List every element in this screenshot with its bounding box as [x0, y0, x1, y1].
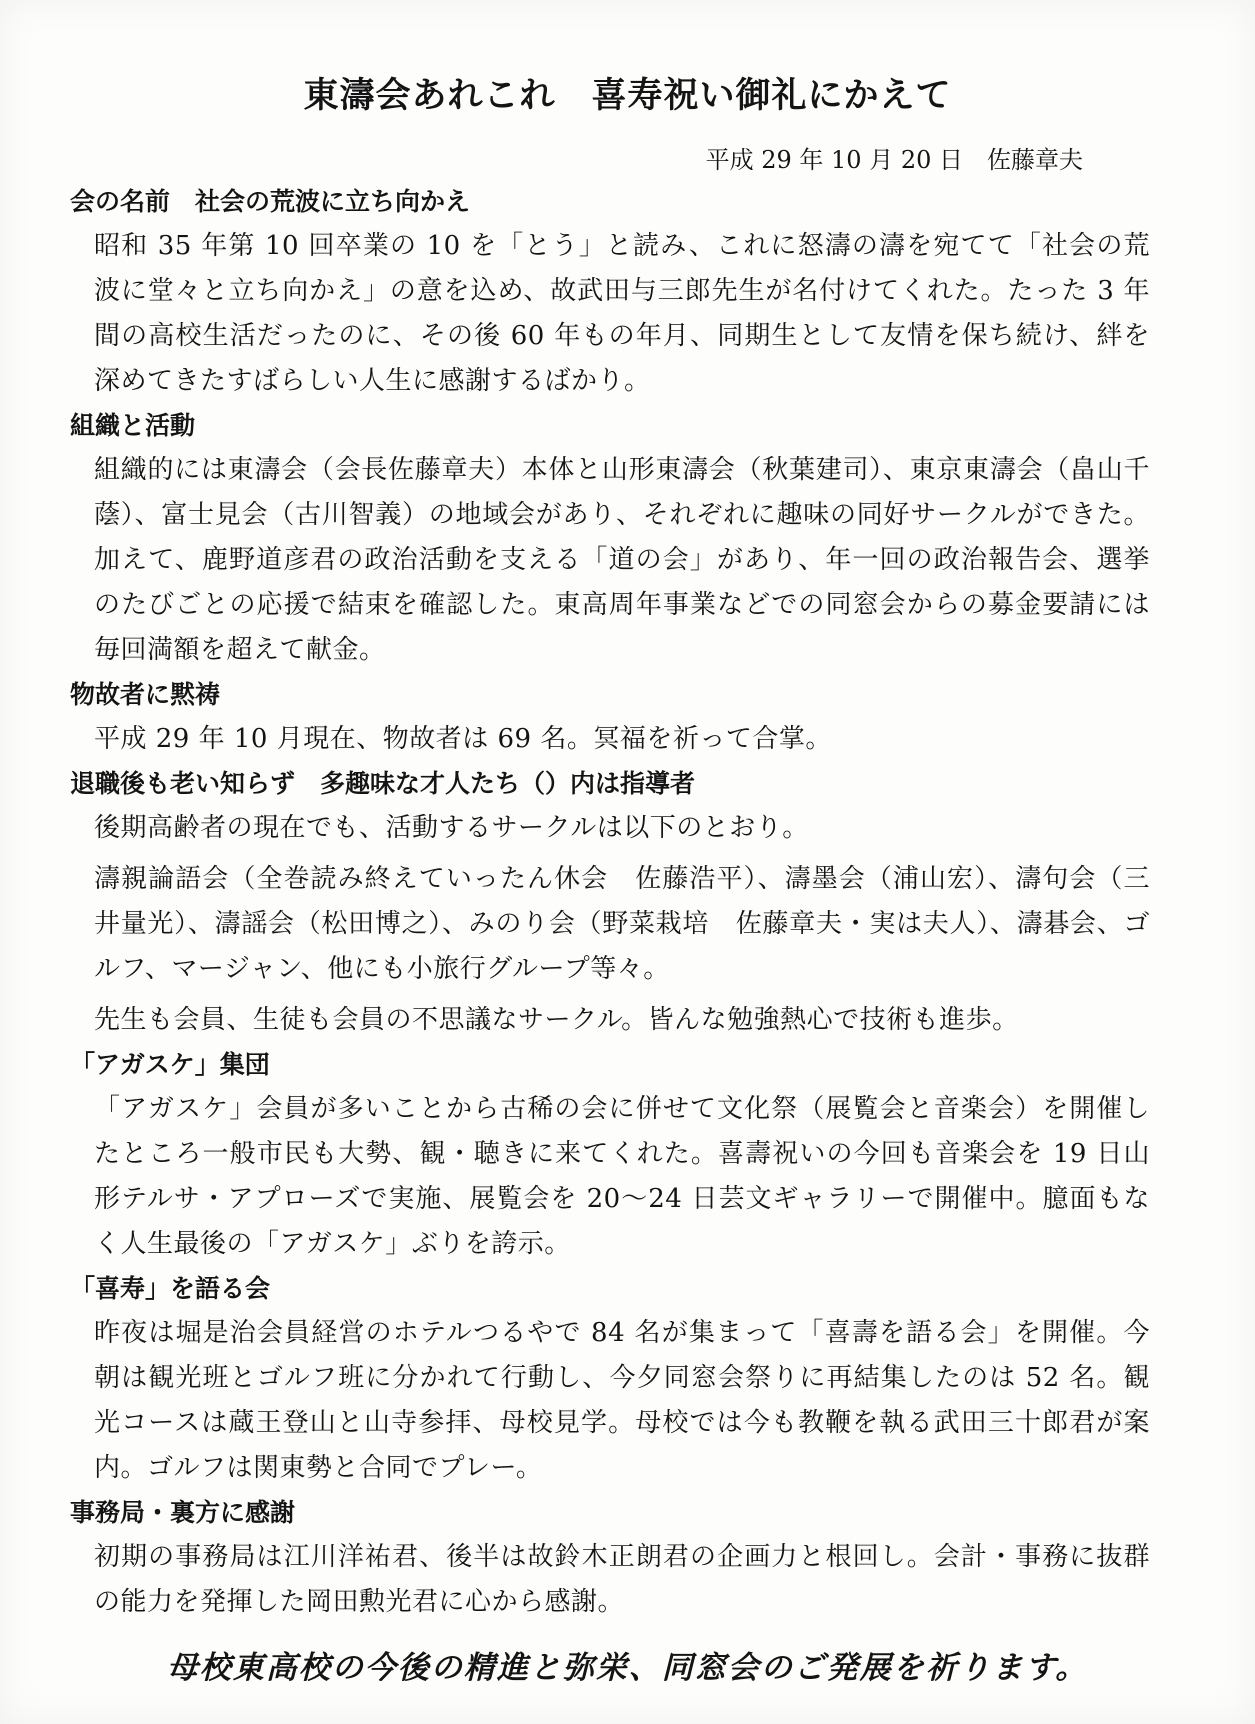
document-title: 東濤会あれこれ 喜寿祝い御礼にかえて [303, 76, 952, 116]
closing-line: 母校東高校の今後の精進と弥栄、同窓会のご発展を祈ります。 [166, 1650, 1089, 1686]
section-agasuke [70, 1049, 1150, 1267]
section-paragraph: 組織的には東濤会（会長佐藤章夫）本体と山形東濤会（秋葉建司）、東京東濤会（畠山千蔭）、富士見会（古川智義）の地域会があり、それぞれに趣味の同好サークルができた。加えて、鹿野道彦君の政治活動を支える「道の会」があり、年一回の政治報告会、選挙のたびごとの応援で結束を確認した。東高周年事業などでの同窓会からの募金要請には毎回満額を超えて献金。 [94, 455, 1150, 665]
section-paragraph: 平成 29 年 10 月現在、物故者は 69 名。冥福を祈って合掌。 [94, 724, 832, 754]
section-name-origin [70, 186, 1150, 404]
section-hobbies [70, 768, 1150, 1043]
section-paragraph: 昨夜は堀是治会員経営のホテルつるやで 84 名が集まって「喜壽を語る会」を開催。今朝は観光班とゴルフ班に分かれて行動し、今夕同窓会祭りに再結集したのは 52 名。観光コースは蔵王登山と山寺参拝、母校見学。母校では今も教鞭を執る武田三十郎君が案内。ゴルフは関東勢と合同でプレー。 [94, 1318, 1150, 1483]
section-heading: 退職後も老い知らず 多趣味な才人たち（）内は指導者 [70, 769, 696, 798]
section-paragraph: 濤親論語会（全巻読み終えていったん休会 佐藤浩平）、濤墨会（浦山宏）、濤句会（三井量光）、濤謡会（松田博之）、みのり会（野菜栽培 佐藤章夫・実は夫人）、濤碁会、ゴルフ、マージャン、他にも小旅行グループ等々。 [94, 864, 1150, 984]
section-kiju-gathering [70, 1273, 1150, 1491]
section-paragraph: 昭和 35 年第 10 回卒業の 10 を「とう」と読み、これに怒濤の濤を宛てて「社会の荒波に堂々と立ち向かえ」の意を込め、故武田与三郎先生が名付けてくれた。たった 3 年間の高校生活だったのに、その後 60 年もの年月、同期生として友情を保ち続け、絆を深めてきたすばらしい人生に感謝するばかり。 [94, 231, 1150, 396]
section-paragraph: 後期高齢者の現在でも、活動するサークルは以下のとおり。 [94, 813, 809, 843]
section-heading: 会の名前 社会の荒波に立ち向かえ [70, 187, 471, 216]
document-body [70, 186, 1150, 1631]
section-paragraph: 「アガスケ」会員が多いことから古稀の会に併せて文化祭（展覧会と音楽会）を開催したところ一般市民も大勢、観・聴きに来てくれた。喜壽祝いの今回も音楽会を 19 日山形テルサ・アプローズで実施、展覧会を 20～24 日芸文ギャラリーで開催中。臆面もなく人生最後の「アガスケ」ぶりを誇示。 [94, 1094, 1150, 1259]
section-heading: 組織と活動 [70, 411, 196, 440]
section-heading: 物故者に黙祷 [70, 680, 221, 709]
section-thanks-secretariat [70, 1497, 1150, 1625]
date-author-line: 平成 29 年 10 月 20 日 佐藤章夫 [705, 146, 1083, 174]
section-paragraph: 先生も会員、生徒も会員の不思議なサークル。皆んな勉強熱心で技術も進歩。 [94, 1005, 1019, 1035]
section-organization [70, 410, 1150, 673]
section-heading: 「喜寿」を語る会 [70, 1274, 271, 1303]
section-paragraph: 初期の事務局は江川洋祐君、後半は故鈴木正朗君の企画力と根回し。会計・事務に抜群の能力を発揮した岡田勲光君に心から感謝。 [94, 1542, 1150, 1617]
section-heading: 事務局・裏方に感謝 [70, 1498, 296, 1527]
section-memorial [70, 679, 1150, 762]
section-heading: 「アガスケ」集団 [70, 1050, 270, 1079]
